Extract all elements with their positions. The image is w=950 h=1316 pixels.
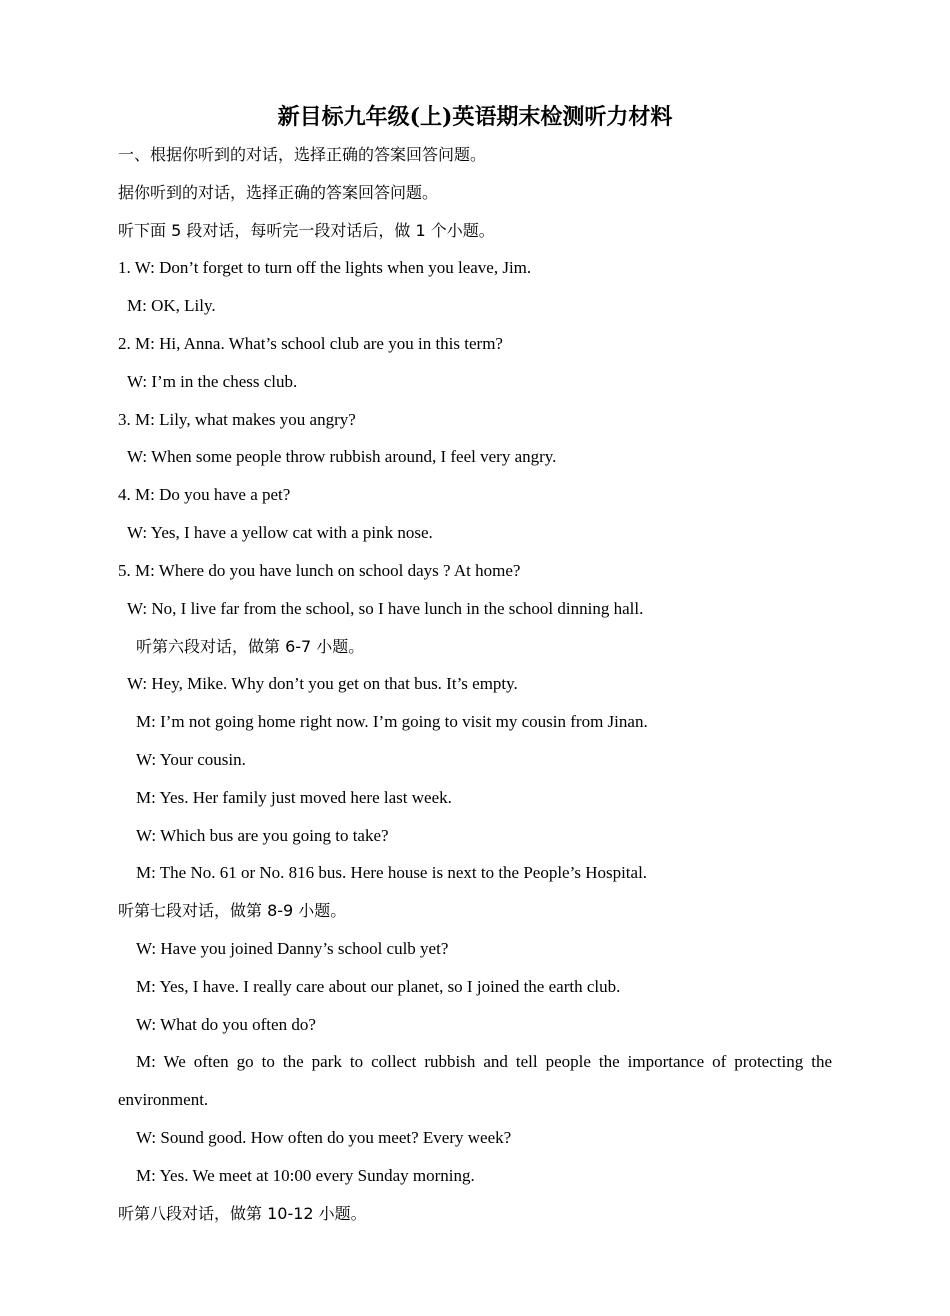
dialogue-line: W: Your cousin.	[136, 750, 246, 769]
dialogue-line: M: The No. 61 or No. 816 bus. Here house is next to the People’s Hospital.	[136, 863, 648, 882]
dialogue-line: W: Hey, Mike. Why don’t you get on that bus. It’s empty.	[127, 674, 518, 693]
dialogue-line: M: I’m not going home right now. I’m going to visit my cousin from Jinan.	[136, 712, 648, 731]
dialogue-line: W: Which bus are you going to take?	[136, 826, 389, 845]
dialogue-line: M: Yes, I have. I really care about our planet, so I joined the earth club.	[136, 977, 621, 996]
instruction-line: 听下面 5 段对话，每听完一段对话后，做 1 个小题。	[118, 221, 495, 240]
dialogue-line: M: We often go to the park to collect rubbish and tell people the importance of protecting the	[136, 1052, 832, 1071]
dialogue-line: M: Yes. We meet at 10:00 every Sunday morning.	[136, 1166, 475, 1185]
section-heading: 一、根据你听到的对话，选择正确的答案回答问题。	[118, 145, 487, 164]
dialogue-line: 3. M: Lily, what makes you angry?	[118, 410, 356, 429]
dialogue-line: W: No, I live far from the school, so I have lunch in the school dinning hall.	[127, 599, 644, 618]
dialogue-line: W: Yes, I have a yellow cat with a pink nose.	[127, 523, 433, 542]
dialogue-line-continuation: environment.	[118, 1090, 209, 1109]
document-title: 新目标九年级(上)英语期末检测听力材料	[277, 104, 673, 130]
dialogue-line: 2. M: Hi, Anna. What’s school club are you in this term?	[118, 334, 503, 353]
section-heading: 听第七段对话，做第 8-9 小题。	[118, 901, 347, 920]
section-heading: 听第六段对话，做第 6-7 小题。	[136, 637, 365, 656]
dialogue-line: 5. M: Where do you have lunch on school days ? At home?	[118, 561, 521, 580]
dialogue-line: W: Sound good. How often do you meet? Every week?	[136, 1128, 512, 1147]
dialogue-line: W: Have you joined Danny’s school culb yet?	[136, 939, 449, 958]
dialogue-line: W: What do you often do?	[136, 1015, 316, 1034]
dialogue-line: M: OK, Lily.	[127, 296, 216, 315]
dialogue-line: W: I’m in the chess club.	[127, 372, 298, 391]
section-heading: 听第八段对话，做第 10-12 小题。	[118, 1204, 367, 1223]
dialogue-line: M: Yes. Her family just moved here last week.	[136, 788, 452, 807]
dialogue-line: 4. M: Do you have a pet?	[118, 485, 291, 504]
instruction-line: 据你听到的对话，选择正确的答案回答问题。	[118, 183, 439, 202]
dialogue-line: W: When some people throw rubbish around, I feel very angry.	[127, 447, 557, 466]
dialogue-line: 1. W: Don’t forget to turn off the lights when you leave, Jim.	[118, 258, 532, 277]
